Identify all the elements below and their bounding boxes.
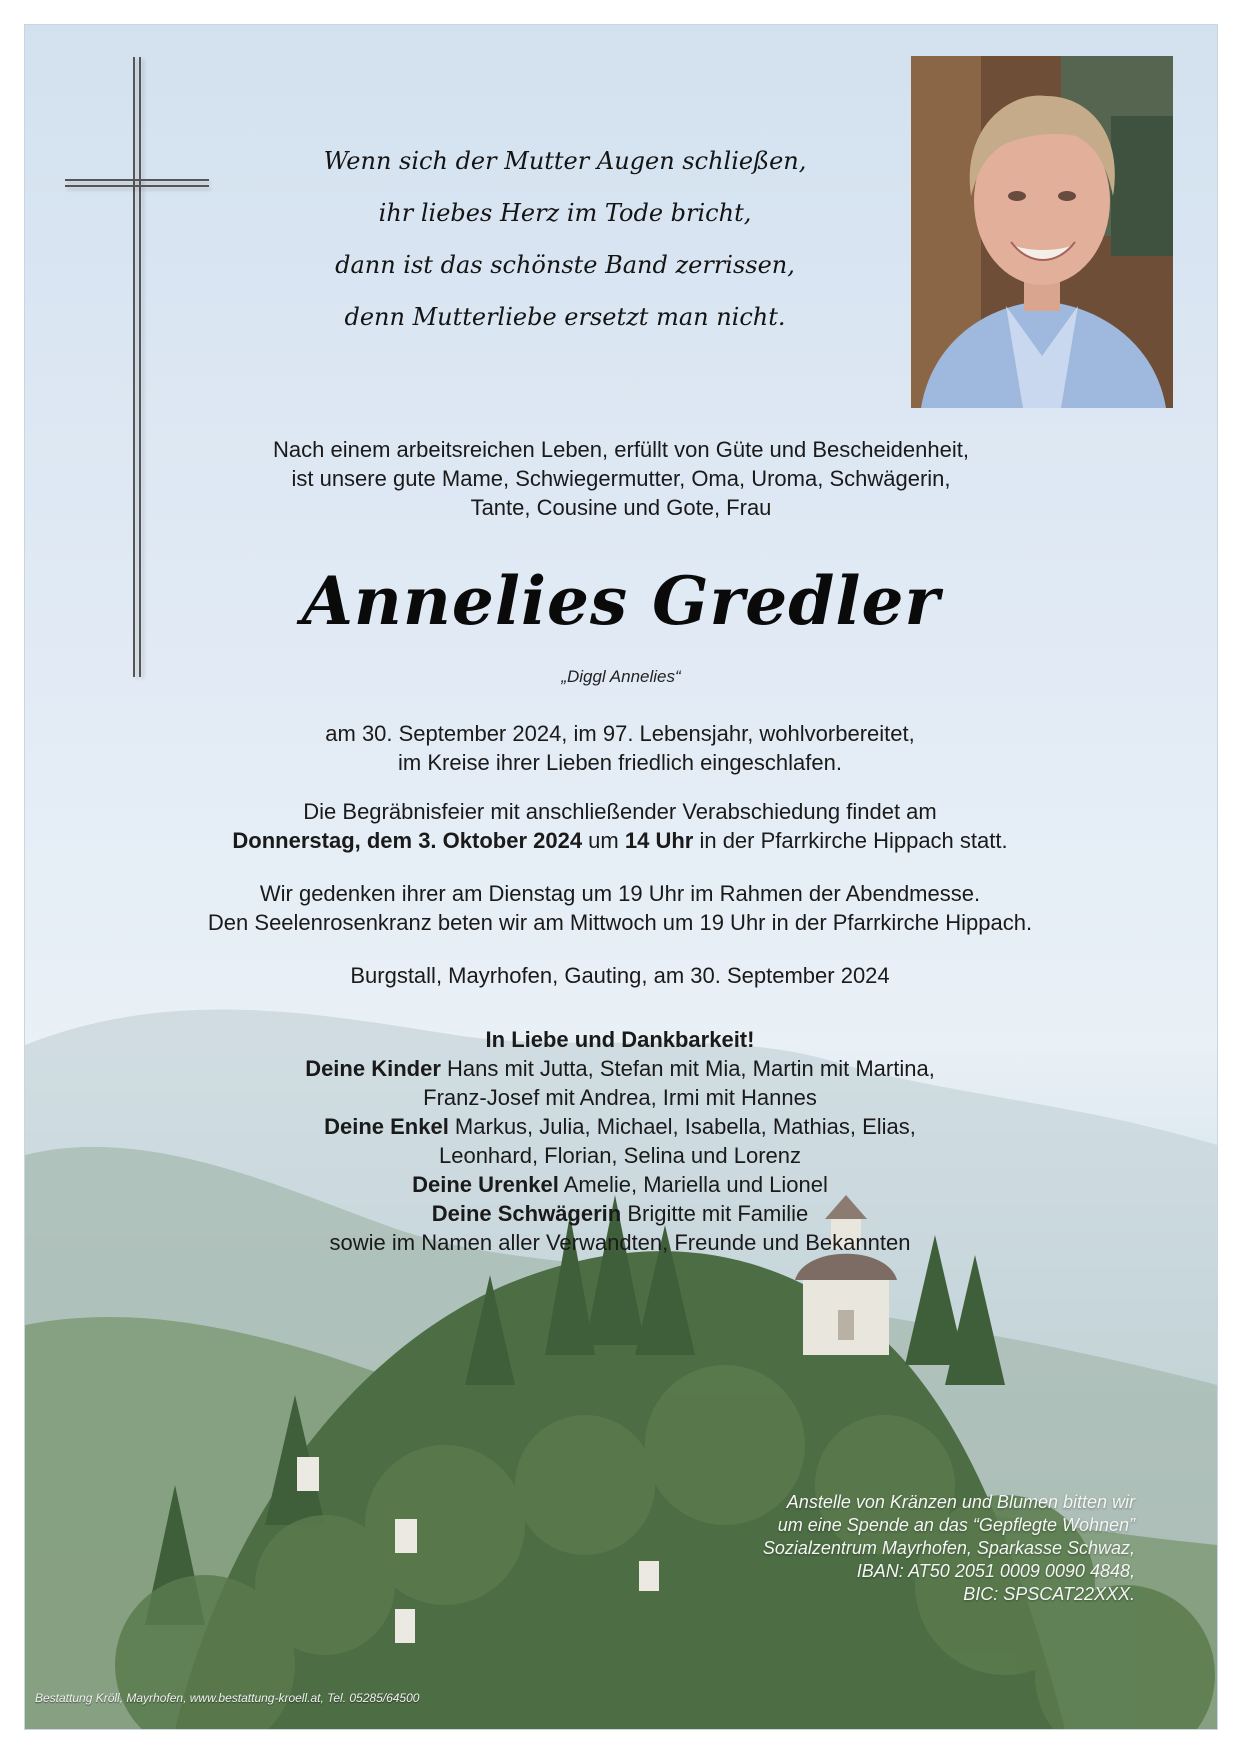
intro-line: Nach einem arbeitsreichen Leben, erfüllt von Güte und Bescheidenheit, [273,437,969,462]
mourners-urenkel [65,1170,1175,1199]
schwaegerin-names: Brigitte mit Familie [621,1201,809,1226]
death-line: am 30. September 2024, im 97. Lebensjahr, wohlvorbereitet, [325,721,915,746]
enkel-label: Deine Enkel [324,1114,449,1139]
funeral-home-footer: Bestattung Kröll, Mayrhofen, www.bestattung-kroell.at, Tel. 05285/64500 [35,1691,420,1705]
deceased-name: Annelies Gredler [301,562,941,640]
mourners-schwaegerin [65,1199,1175,1228]
donation-note [625,1491,1135,1606]
death-notice [65,719,1175,777]
urenkel-label: Deine Urenkel [412,1172,559,1197]
cross-symbol-horizontal-inner [65,185,209,187]
poem-line: ihr liebes Herz im Tode bricht, [378,199,752,227]
memorial-info [65,879,1175,937]
intro-line: Tante, Cousine und Gote, Frau [470,495,772,520]
funeral-line-2 [65,826,1175,855]
death-line: im Kreise ihrer Lieben friedlich eingeschlafen. [398,750,842,775]
enkel-names-cont: Leonhard, Florian, Selina und Lorenz [438,1143,802,1168]
donation-iban: IBAN: AT50 2051 0009 0090 4848, [856,1561,1135,1581]
funeral-info [65,797,1175,855]
funeral-line-1: Die Begräbnisfeier mit anschließender Verabschiedung findet am [303,799,937,824]
urenkel-names: Amelie, Mariella und Lionel [558,1172,828,1197]
memorial-poem [225,135,905,343]
cross-symbol-horizontal [65,179,209,181]
place-date: Burgstall, Mayrhofen, Gauting, am 30. September 2024 [350,963,890,988]
mourners-closing: sowie im Namen aller Verwandten, Freunde und Bekannten [329,1230,911,1255]
intro-line: ist unsere gute Mame, Schwiegermutter, Oma, Uroma, Schwägerin, [291,466,951,491]
mourners-heading: In Liebe und Dankbarkeit! [485,1027,755,1052]
donation-line: Sozialzentrum Mayrhofen, Sparkasse Schwaz, [762,1538,1135,1558]
mourners-enkel [65,1112,1175,1141]
mourners-list [65,1025,1175,1257]
obituary-card [24,24,1218,1730]
poem-line: denn Mutterliebe ersetzt man nicht. [344,303,786,331]
mourners-kinder [65,1054,1175,1083]
memorial-line: Wir gedenken ihrer am Dienstag um 19 Uhr im Rahmen der Abendmesse. [259,881,981,906]
kinder-label: Deine Kinder [305,1056,441,1081]
funeral-location: in der Pfarrkirche Hippach statt. [693,828,1008,853]
donation-line: Anstelle von Kränzen und Blumen bitten wir [786,1492,1135,1512]
memorial-line: Den Seelenrosenkranz beten wir am Mittwoch um 19 Uhr in der Pfarrkirche Hippach. [207,910,1033,935]
enkel-names: Markus, Julia, Michael, Isabella, Mathias, Elias, [448,1114,916,1139]
funeral-time: 14 Uhr [624,828,694,853]
kinder-names: Hans mit Jutta, Stefan mit Mia, Martin mit Martina, [440,1056,935,1081]
intro-text [121,435,1121,522]
kinder-names-cont: Franz-Josef mit Andrea, Irmi mit Hannes [423,1085,817,1110]
schwaegerin-label: Deine Schwägerin [431,1201,622,1226]
poem-line: dann ist das schönste Band zerrissen, [335,251,795,279]
funeral-date: Donnerstag, dem 3. Oktober 2024 [232,828,583,853]
poem-line: Wenn sich der Mutter Augen schließen, [323,147,807,175]
donation-line: um eine Spende an das “Gepflegte Wohnen” [777,1515,1135,1535]
portrait-photo [911,56,1173,408]
funeral-connector: um [582,828,625,853]
deceased-nickname: „Diggl Annelies“ [561,667,681,686]
donation-bic: BIC: SPSCAT22XXX. [963,1584,1135,1604]
